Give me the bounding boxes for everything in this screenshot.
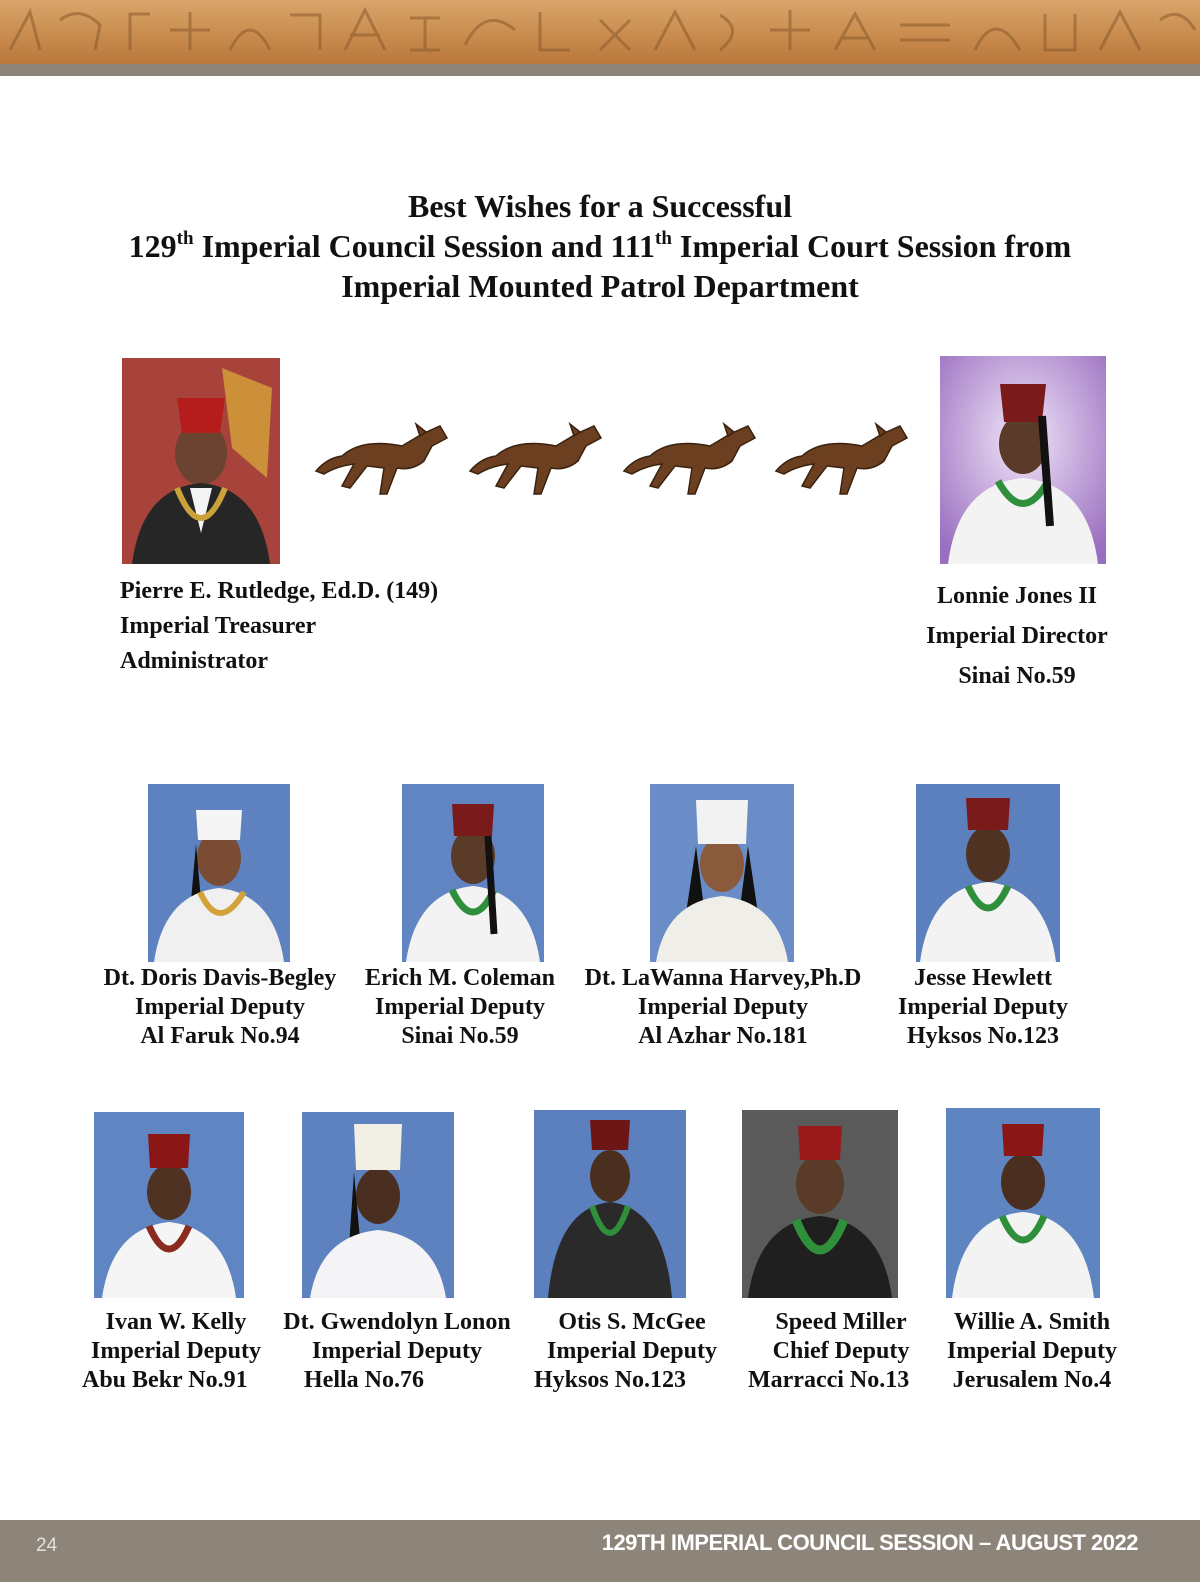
headline-line-2: [0, 226, 1200, 266]
deputy-caption: [934, 1308, 1130, 1395]
horse-icon: [772, 416, 912, 504]
leader-title: Imperial Director: [926, 623, 1108, 649]
deputy-name: Otis S. McGee: [558, 1309, 706, 1335]
leader-temple: Sinai No.59: [958, 663, 1076, 689]
deputy-temple: Al Azhar No.181: [638, 1023, 808, 1049]
deputy-title: Imperial Deputy: [898, 994, 1068, 1020]
deputy-photo: [650, 784, 794, 962]
deputy-title: Chief Deputy: [772, 1338, 910, 1364]
deputy-title: Imperial Deputy: [947, 1338, 1117, 1364]
page-number: 24: [36, 1535, 58, 1556]
deputy-title: Imperial Deputy: [375, 994, 545, 1020]
horse-icon: [466, 416, 606, 504]
leader-photo-jones: [940, 356, 1106, 564]
deputy-caption: [76, 1308, 276, 1395]
headline-line-3: Imperial Mounted Patrol Department: [341, 268, 859, 304]
deputy-temple: Hyksos No.123: [906, 1023, 1060, 1049]
leader-name: Lonnie Jones II: [936, 583, 1098, 609]
leader-caption-jones: [898, 576, 1136, 696]
banner-divider: [0, 64, 1200, 76]
superscript: th: [655, 228, 672, 249]
deputy-name: Dt. Gwendolyn Lonon: [283, 1309, 511, 1335]
headline-session-number: 129: [128, 228, 177, 264]
deputy-title: Imperial Deputy: [312, 1338, 482, 1364]
deputy-name: Jesse Hewlett: [914, 965, 1052, 991]
deputy-caption: [568, 964, 878, 1051]
deputy-name: Dt. LaWanna Harvey,Ph.D: [584, 965, 862, 991]
deputy-temple: Hyksos No.123: [534, 1367, 687, 1393]
leader-photo-rutledge: [122, 358, 280, 564]
hieroglyph-pattern: [0, 0, 1200, 64]
leader-caption-rutledge: [120, 574, 438, 679]
deputy-photo: [94, 1112, 244, 1298]
hieroglyph-banner: [0, 0, 1200, 64]
deputy-name: Erich M. Coleman: [365, 965, 555, 991]
deputy-caption: [268, 1308, 526, 1395]
deputy-title: Imperial Deputy: [547, 1338, 717, 1364]
deputy-photo: [742, 1110, 898, 1298]
deputy-photo: [402, 784, 544, 962]
deputy-temple: Al Faruk No.94: [140, 1023, 300, 1049]
deputy-photo: [534, 1110, 686, 1298]
deputy-caption: [76, 964, 364, 1051]
deputy-temple: Sinai No.59: [401, 1023, 519, 1049]
horse-icon: [312, 416, 452, 504]
deputy-name: Ivan W. Kelly: [105, 1309, 247, 1335]
headline-council-text: Imperial Council Session and 111: [193, 228, 656, 264]
headline-court-text: Imperial Court Session from: [671, 228, 1072, 264]
deputy-name: Speed Miller: [775, 1309, 907, 1335]
deputy-temple: Hella No.76: [304, 1367, 424, 1393]
deputy-temple: Abu Bekr No.91: [82, 1367, 248, 1393]
footer-title: 129TH IMPERIAL COUNCIL SESSION – AUGUST 2022: [601, 1530, 1138, 1555]
deputy-title: Imperial Deputy: [91, 1338, 261, 1364]
deputy-name: Dt. Doris Davis-Begley: [103, 965, 337, 991]
deputy-caption: [534, 1308, 730, 1395]
deputy-caption: [748, 1308, 934, 1395]
leader-role: Administrator: [120, 648, 268, 674]
superscript: th: [176, 228, 194, 249]
deputy-photo: [302, 1112, 454, 1298]
deputy-title: Imperial Deputy: [135, 994, 305, 1020]
leader-name: Pierre E. Rutledge, Ed.D. (149): [120, 578, 439, 604]
headline: [0, 186, 1200, 306]
deputy-caption: [876, 964, 1090, 1051]
deputy-name: Willie A. Smith: [953, 1309, 1111, 1335]
deputy-temple: Marracci No.13: [748, 1367, 910, 1393]
deputy-photo: [148, 784, 290, 962]
deputy-photo: [946, 1108, 1100, 1298]
leader-title: Imperial Treasurer: [120, 613, 317, 639]
deputy-caption: [354, 964, 566, 1051]
headline-line-1: Best Wishes for a Successful: [407, 188, 793, 224]
deputy-title: Imperial Deputy: [638, 994, 808, 1020]
deputy-temple: Jerusalem No.4: [952, 1367, 1112, 1393]
deputy-photo: [916, 784, 1060, 962]
horse-icon: [620, 416, 760, 504]
